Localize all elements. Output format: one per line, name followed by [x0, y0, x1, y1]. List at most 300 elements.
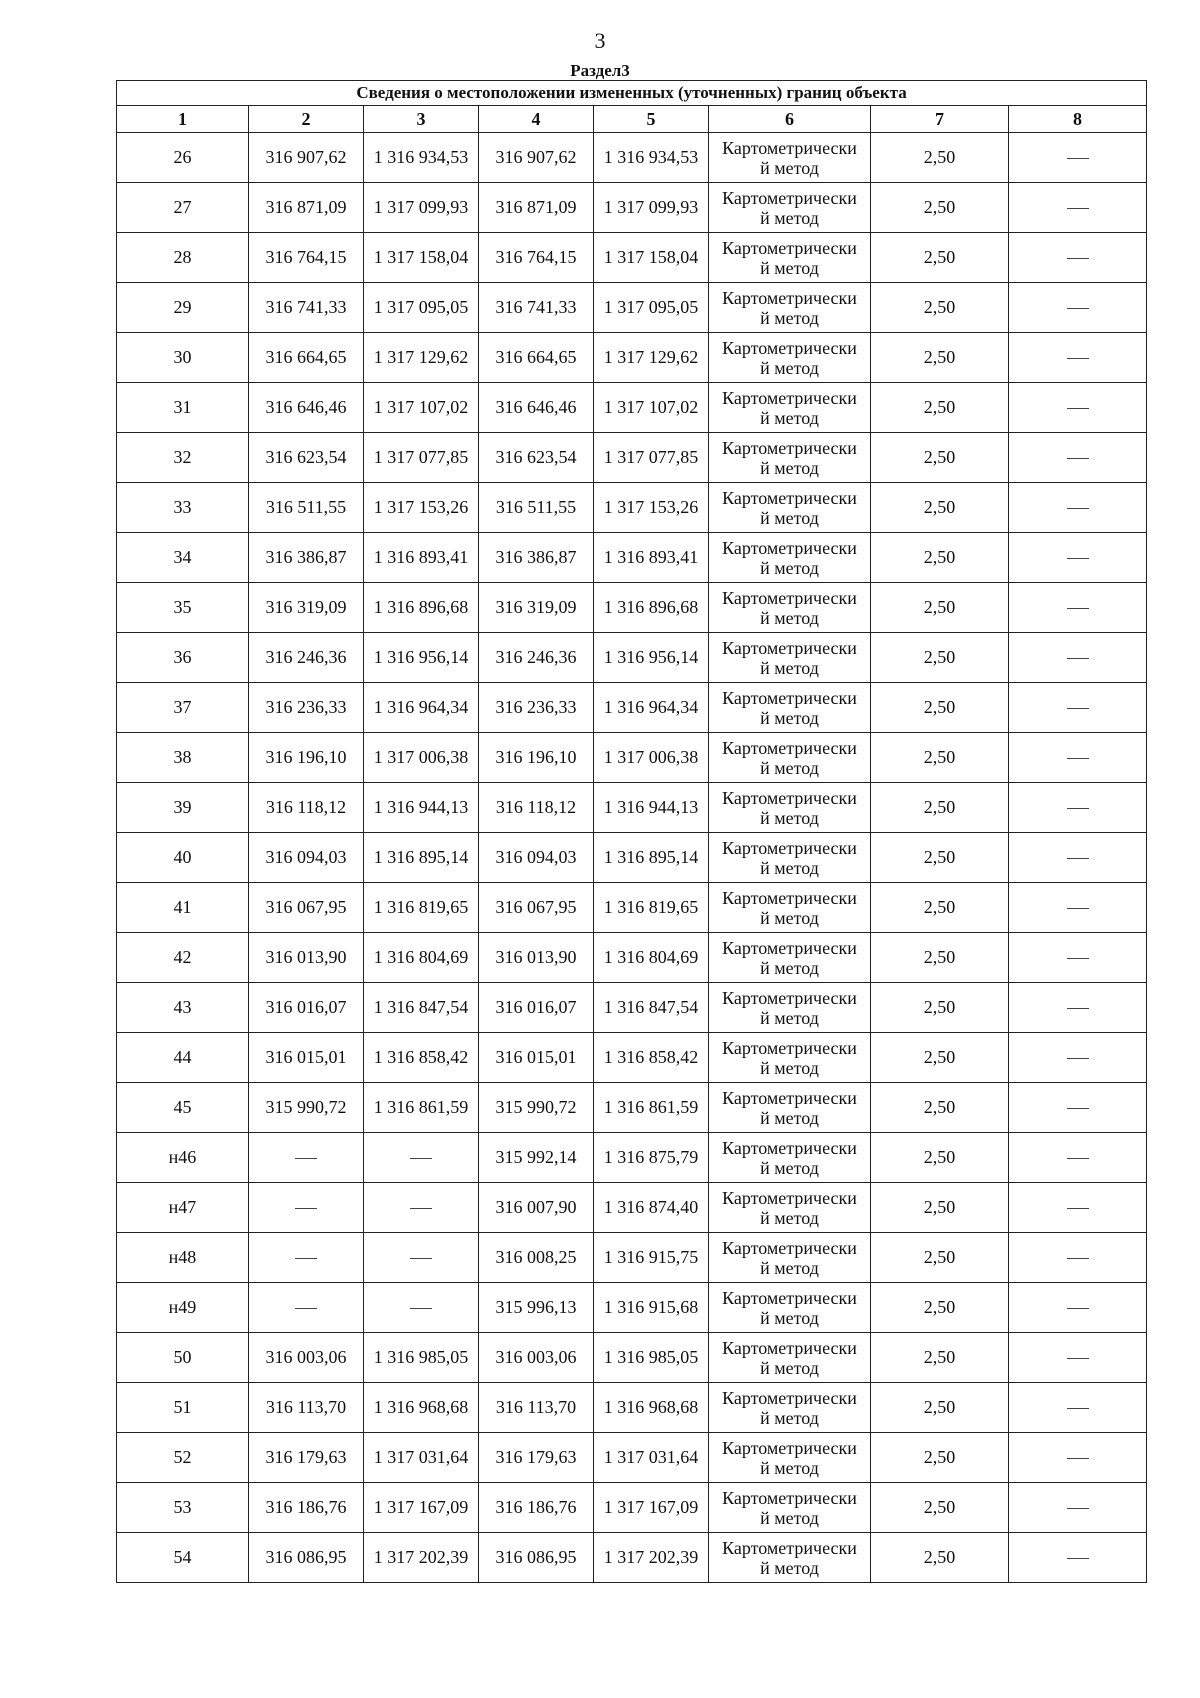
point-number: 31 — [117, 383, 249, 433]
y-refined: 1 317 031,64 — [594, 1433, 709, 1483]
point-number: 42 — [117, 933, 249, 983]
x-refined: 316 386,87 — [479, 533, 594, 583]
method-cell — [709, 733, 871, 783]
method-line1: Картометрически — [722, 337, 857, 358]
x-refined: 316 003,06 — [479, 1333, 594, 1383]
method-line1: Картометрически — [722, 787, 857, 808]
col8-cell — [1009, 283, 1147, 333]
accuracy: 2,50 — [871, 1333, 1009, 1383]
method-cell — [709, 633, 871, 683]
dash-mark — [1067, 258, 1089, 259]
method-line1: Картометрически — [722, 1487, 857, 1508]
accuracy: 2,50 — [871, 883, 1009, 933]
dash-mark — [295, 1308, 317, 1309]
y-existing — [364, 1183, 479, 1233]
x-refined: 316 008,25 — [479, 1233, 594, 1283]
col8-cell — [1009, 183, 1147, 233]
dash-mark — [1067, 1408, 1089, 1409]
y-refined: 1 317 095,05 — [594, 283, 709, 333]
method-line2: й метод — [760, 1307, 819, 1328]
method-cell — [709, 833, 871, 883]
point-number: 44 — [117, 1033, 249, 1083]
y-refined: 1 316 847,54 — [594, 983, 709, 1033]
y-existing — [364, 1133, 479, 1183]
y-refined: 1 316 804,69 — [594, 933, 709, 983]
table-row — [117, 1533, 1147, 1583]
x-refined: 316 236,33 — [479, 683, 594, 733]
accuracy: 2,50 — [871, 1433, 1009, 1483]
x-existing: 316 003,06 — [249, 1333, 364, 1383]
accuracy: 2,50 — [871, 233, 1009, 283]
accuracy: 2,50 — [871, 1183, 1009, 1233]
y-refined: 1 317 158,04 — [594, 233, 709, 283]
method-line1: Картометрически — [722, 1187, 857, 1208]
method-cell — [709, 1433, 871, 1483]
method-line1: Картометрически — [722, 287, 857, 308]
x-existing: 316 319,09 — [249, 583, 364, 633]
accuracy: 2,50 — [871, 483, 1009, 533]
dash-mark — [1067, 1208, 1089, 1209]
x-existing — [249, 1183, 364, 1233]
method-line2: й метод — [760, 1107, 819, 1128]
method-line1: Картометрически — [722, 187, 857, 208]
x-refined: 316 246,36 — [479, 633, 594, 683]
y-refined: 1 316 861,59 — [594, 1083, 709, 1133]
dash-mark — [1067, 358, 1089, 359]
x-refined: 316 094,03 — [479, 833, 594, 883]
dash-mark — [1067, 1108, 1089, 1109]
table-row — [117, 883, 1147, 933]
accuracy: 2,50 — [871, 1233, 1009, 1283]
method-line1: Картометрически — [722, 1237, 857, 1258]
accuracy: 2,50 — [871, 383, 1009, 433]
method-line1: Картометрически — [722, 387, 857, 408]
point-number: 54 — [117, 1533, 249, 1583]
y-existing: 1 316 944,13 — [364, 783, 479, 833]
method-line1: Картометрически — [722, 1437, 857, 1458]
accuracy: 2,50 — [871, 933, 1009, 983]
y-refined: 1 317 006,38 — [594, 733, 709, 783]
column-number: 6 — [709, 106, 871, 133]
y-refined: 1 316 915,68 — [594, 1283, 709, 1333]
accuracy: 2,50 — [871, 533, 1009, 583]
col8-cell — [1009, 433, 1147, 483]
table-row — [117, 1133, 1147, 1183]
y-refined: 1 317 099,93 — [594, 183, 709, 233]
table-row — [117, 483, 1147, 533]
dash-mark — [1067, 708, 1089, 709]
y-existing: 1 316 985,05 — [364, 1333, 479, 1383]
x-refined: 316 623,54 — [479, 433, 594, 483]
method-line2: й метод — [760, 1357, 819, 1378]
method-cell — [709, 1533, 871, 1583]
dash-mark — [410, 1258, 432, 1259]
point-number: 39 — [117, 783, 249, 833]
method-line1: Картометрически — [722, 1337, 857, 1358]
x-refined: 316 319,09 — [479, 583, 594, 633]
dash-mark — [1067, 1458, 1089, 1459]
method-line1: Картометрически — [722, 937, 857, 958]
method-line1: Картометрически — [722, 987, 857, 1008]
x-existing: 316 741,33 — [249, 283, 364, 333]
table-row — [117, 583, 1147, 633]
accuracy: 2,50 — [871, 1483, 1009, 1533]
column-number-row — [117, 106, 1147, 133]
accuracy: 2,50 — [871, 683, 1009, 733]
method-cell — [709, 583, 871, 633]
method-line2: й метод — [760, 357, 819, 378]
y-refined: 1 317 167,09 — [594, 1483, 709, 1533]
col8-cell — [1009, 983, 1147, 1033]
dash-mark — [1067, 658, 1089, 659]
method-line1: Картометрически — [722, 437, 857, 458]
table-row — [117, 183, 1147, 233]
dash-mark — [1067, 1158, 1089, 1159]
page-number: 3 — [594, 28, 606, 53]
table-row — [117, 1033, 1147, 1083]
y-refined: 1 316 985,05 — [594, 1333, 709, 1383]
x-existing: 316 086,95 — [249, 1533, 364, 1583]
x-existing: 316 016,07 — [249, 983, 364, 1033]
method-cell — [709, 283, 871, 333]
x-refined: 316 664,65 — [479, 333, 594, 383]
dash-mark — [295, 1158, 317, 1159]
table-caption-row — [117, 81, 1147, 106]
accuracy: 2,50 — [871, 183, 1009, 233]
col8-cell — [1009, 383, 1147, 433]
x-refined: 316 764,15 — [479, 233, 594, 283]
y-existing: 1 317 006,38 — [364, 733, 479, 783]
dash-mark — [1067, 958, 1089, 959]
x-existing: 316 871,09 — [249, 183, 364, 233]
dash-mark — [1067, 1558, 1089, 1559]
point-number: н47 — [117, 1183, 249, 1233]
method-cell — [709, 1333, 871, 1383]
method-line2: й метод — [760, 1457, 819, 1478]
y-existing: 1 316 964,34 — [364, 683, 479, 733]
point-number: 38 — [117, 733, 249, 783]
x-refined: 316 118,12 — [479, 783, 594, 833]
point-number: 33 — [117, 483, 249, 533]
x-existing: 316 067,95 — [249, 883, 364, 933]
x-refined: 316 067,95 — [479, 883, 594, 933]
x-existing: 316 764,15 — [249, 233, 364, 283]
y-refined: 1 316 968,68 — [594, 1383, 709, 1433]
method-line2: й метод — [760, 1057, 819, 1078]
x-existing: 316 664,65 — [249, 333, 364, 383]
point-number: 34 — [117, 533, 249, 583]
y-existing: 1 317 099,93 — [364, 183, 479, 233]
method-cell — [709, 1083, 871, 1133]
method-cell — [709, 483, 871, 533]
dash-mark — [1067, 408, 1089, 409]
method-line2: й метод — [760, 957, 819, 978]
method-line1: Картометрически — [722, 1037, 857, 1058]
method-line2: й метод — [760, 307, 819, 328]
x-existing: 316 623,54 — [249, 433, 364, 483]
column-number: 2 — [249, 106, 364, 133]
y-refined: 1 317 077,85 — [594, 433, 709, 483]
x-refined: 316 741,33 — [479, 283, 594, 333]
table-row — [117, 983, 1147, 1033]
point-number: 43 — [117, 983, 249, 1033]
dash-mark — [410, 1308, 432, 1309]
table-row — [117, 433, 1147, 483]
y-existing: 1 316 819,65 — [364, 883, 479, 933]
point-number: 50 — [117, 1333, 249, 1383]
y-existing — [364, 1283, 479, 1333]
col8-cell — [1009, 1283, 1147, 1333]
col8-cell — [1009, 1133, 1147, 1183]
method-cell — [709, 1133, 871, 1183]
col8-cell — [1009, 1483, 1147, 1533]
method-cell — [709, 983, 871, 1033]
col8-cell — [1009, 633, 1147, 683]
col8-cell — [1009, 233, 1147, 283]
y-refined: 1 316 819,65 — [594, 883, 709, 933]
dash-mark — [1067, 508, 1089, 509]
x-refined: 315 996,13 — [479, 1283, 594, 1333]
y-refined: 1 316 915,75 — [594, 1233, 709, 1283]
y-existing: 1 316 968,68 — [364, 1383, 479, 1433]
method-line1: Картометрически — [722, 1137, 857, 1158]
point-number: 27 — [117, 183, 249, 233]
dash-mark — [410, 1158, 432, 1159]
table-row — [117, 833, 1147, 883]
method-line1: Картометрически — [722, 1537, 857, 1558]
x-existing: 316 196,10 — [249, 733, 364, 783]
accuracy: 2,50 — [871, 833, 1009, 883]
table-row — [117, 633, 1147, 683]
y-existing: 1 316 956,14 — [364, 633, 479, 683]
y-refined: 1 316 875,79 — [594, 1133, 709, 1183]
accuracy: 2,50 — [871, 583, 1009, 633]
method-line2: й метод — [760, 607, 819, 628]
method-line1: Картометрически — [722, 687, 857, 708]
table-row — [117, 533, 1147, 583]
method-cell — [709, 883, 871, 933]
y-existing: 1 317 202,39 — [364, 1533, 479, 1583]
col8-cell — [1009, 733, 1147, 783]
dash-mark — [1067, 1008, 1089, 1009]
method-line1: Картометрически — [722, 1287, 857, 1308]
x-refined: 316 016,07 — [479, 983, 594, 1033]
table-row — [117, 733, 1147, 783]
dash-mark — [1067, 858, 1089, 859]
x-refined: 316 086,95 — [479, 1533, 594, 1583]
y-existing: 1 316 895,14 — [364, 833, 479, 883]
method-line2: й метод — [760, 1407, 819, 1428]
method-line2: й метод — [760, 1007, 819, 1028]
method-line1: Картометрически — [722, 837, 857, 858]
col8-cell — [1009, 683, 1147, 733]
y-refined: 1 316 896,68 — [594, 583, 709, 633]
method-line2: й метод — [760, 707, 819, 728]
x-existing: 316 246,36 — [249, 633, 364, 683]
x-refined: 316 007,90 — [479, 1183, 594, 1233]
dash-mark — [1067, 158, 1089, 159]
y-existing — [364, 1233, 479, 1283]
y-refined: 1 316 893,41 — [594, 533, 709, 583]
point-number: 41 — [117, 883, 249, 933]
table-row — [117, 683, 1147, 733]
method-cell — [709, 533, 871, 583]
method-cell — [709, 1283, 871, 1333]
method-line1: Картометрически — [722, 1087, 857, 1108]
dash-mark — [410, 1208, 432, 1209]
dash-mark — [1067, 1058, 1089, 1059]
y-existing: 1 316 893,41 — [364, 533, 479, 583]
x-existing — [249, 1283, 364, 1333]
point-number: н49 — [117, 1283, 249, 1333]
accuracy: 2,50 — [871, 1283, 1009, 1333]
dash-mark — [1067, 1258, 1089, 1259]
method-line1: Картометрически — [722, 487, 857, 508]
x-existing: 316 113,70 — [249, 1383, 364, 1433]
method-line2: й метод — [760, 1207, 819, 1228]
point-number: 52 — [117, 1433, 249, 1483]
col8-cell — [1009, 1433, 1147, 1483]
method-line1: Картометрически — [722, 237, 857, 258]
x-existing: 316 094,03 — [249, 833, 364, 883]
y-refined: 1 317 202,39 — [594, 1533, 709, 1583]
accuracy: 2,50 — [871, 433, 1009, 483]
dash-mark — [1067, 808, 1089, 809]
x-refined: 316 013,90 — [479, 933, 594, 983]
table-row — [117, 1283, 1147, 1333]
x-refined: 315 990,72 — [479, 1083, 594, 1133]
y-existing: 1 316 934,53 — [364, 133, 479, 183]
method-cell — [709, 933, 871, 983]
accuracy: 2,50 — [871, 633, 1009, 683]
table-row — [117, 1433, 1147, 1483]
dash-mark — [1067, 1308, 1089, 1309]
method-line2: й метод — [760, 1157, 819, 1178]
table-row — [117, 383, 1147, 433]
accuracy: 2,50 — [871, 1133, 1009, 1183]
dash-mark — [295, 1208, 317, 1209]
method-cell — [709, 233, 871, 283]
point-number: 53 — [117, 1483, 249, 1533]
method-line2: й метод — [760, 907, 819, 928]
method-line2: й метод — [760, 507, 819, 528]
column-number: 1 — [117, 106, 249, 133]
point-number: 36 — [117, 633, 249, 683]
table-row — [117, 1333, 1147, 1383]
point-number: 29 — [117, 283, 249, 333]
dash-mark — [295, 1258, 317, 1259]
dash-mark — [1067, 208, 1089, 209]
table-row — [117, 1233, 1147, 1283]
method-line1: Картометрически — [722, 587, 857, 608]
boundaries-table — [116, 80, 1147, 1583]
method-line2: й метод — [760, 257, 819, 278]
col8-cell — [1009, 583, 1147, 633]
method-line2: й метод — [760, 457, 819, 478]
y-refined: 1 316 895,14 — [594, 833, 709, 883]
x-existing: 316 118,12 — [249, 783, 364, 833]
x-existing: 316 015,01 — [249, 1033, 364, 1083]
y-existing: 1 317 153,26 — [364, 483, 479, 533]
y-refined: 1 317 153,26 — [594, 483, 709, 533]
col8-cell — [1009, 133, 1147, 183]
method-cell — [709, 433, 871, 483]
point-number: 32 — [117, 433, 249, 483]
point-number: 37 — [117, 683, 249, 733]
y-existing: 1 317 095,05 — [364, 283, 479, 333]
col8-cell — [1009, 933, 1147, 983]
table-row — [117, 1383, 1147, 1433]
col8-cell — [1009, 883, 1147, 933]
col8-cell — [1009, 1183, 1147, 1233]
accuracy: 2,50 — [871, 283, 1009, 333]
method-line2: й метод — [760, 757, 819, 778]
method-cell — [709, 133, 871, 183]
accuracy: 2,50 — [871, 1533, 1009, 1583]
dash-mark — [1067, 1508, 1089, 1509]
method-line2: й метод — [760, 1257, 819, 1278]
y-refined: 1 317 107,02 — [594, 383, 709, 433]
y-existing: 1 317 077,85 — [364, 433, 479, 483]
accuracy: 2,50 — [871, 983, 1009, 1033]
point-number: 26 — [117, 133, 249, 183]
dash-mark — [1067, 458, 1089, 459]
column-number: 7 — [871, 106, 1009, 133]
y-existing: 1 317 031,64 — [364, 1433, 479, 1483]
y-existing: 1 316 804,69 — [364, 933, 479, 983]
x-existing: 316 511,55 — [249, 483, 364, 533]
method-cell — [709, 383, 871, 433]
method-cell — [709, 1033, 871, 1083]
x-refined: 316 196,10 — [479, 733, 594, 783]
accuracy: 2,50 — [871, 1083, 1009, 1133]
x-refined: 315 992,14 — [479, 1133, 594, 1183]
method-cell — [709, 183, 871, 233]
method-line1: Картометрически — [722, 887, 857, 908]
x-existing: 316 186,76 — [249, 1483, 364, 1533]
section-title: Раздел3 — [570, 61, 630, 80]
table-row — [117, 333, 1147, 383]
method-line1: Картометрически — [722, 737, 857, 758]
method-cell — [709, 1183, 871, 1233]
accuracy: 2,50 — [871, 333, 1009, 383]
table-row — [117, 1483, 1147, 1533]
method-cell — [709, 1383, 871, 1433]
method-cell — [709, 333, 871, 383]
method-line2: й метод — [760, 557, 819, 578]
col8-cell — [1009, 1533, 1147, 1583]
table-row — [117, 933, 1147, 983]
x-existing: 316 646,46 — [249, 383, 364, 433]
table-row — [117, 233, 1147, 283]
col8-cell — [1009, 483, 1147, 533]
point-number: 30 — [117, 333, 249, 383]
x-existing: 316 907,62 — [249, 133, 364, 183]
dash-mark — [1067, 608, 1089, 609]
x-refined: 316 871,09 — [479, 183, 594, 233]
method-line2: й метод — [760, 207, 819, 228]
method-line2: й метод — [760, 1557, 819, 1578]
col8-cell — [1009, 1083, 1147, 1133]
y-refined: 1 317 129,62 — [594, 333, 709, 383]
y-existing: 1 316 847,54 — [364, 983, 479, 1033]
table-row — [117, 283, 1147, 333]
y-refined: 1 316 956,14 — [594, 633, 709, 683]
method-cell — [709, 783, 871, 833]
table-row — [117, 1183, 1147, 1233]
method-line1: Картометрически — [722, 637, 857, 658]
y-refined: 1 316 964,34 — [594, 683, 709, 733]
